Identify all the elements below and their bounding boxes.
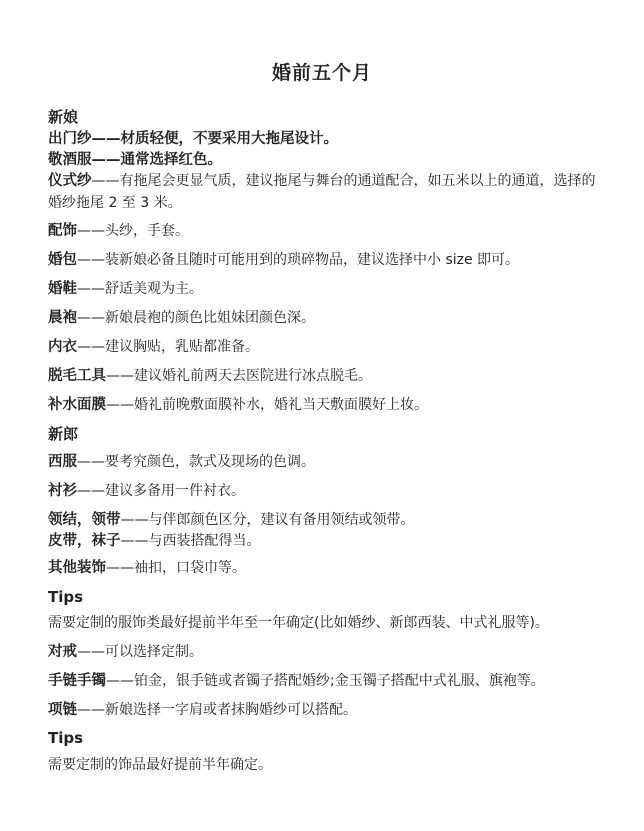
gown-ceremony-label: 仪式纱 (48, 173, 92, 189)
bride-heading: 新娘 (48, 108, 79, 126)
tips-text-2: 需要定制的饰品最好提前半年确定。 (48, 757, 272, 773)
underwear-desc: ——建议胸贴，乳贴都准备。 (77, 339, 259, 355)
wedding-shoes-desc: ——舒适美观为主。 (77, 281, 203, 297)
necklace-desc: ——新娘选择一字肩或者抹胸婚纱可以搭配。 (77, 702, 357, 718)
necklace-label: 项链 (48, 702, 77, 718)
accessories-label: 配饰 (48, 223, 77, 239)
gown-toast-line: 敬酒服——通常选择红色。 (48, 152, 222, 168)
groom-heading: 新郎 (48, 425, 79, 443)
rings-label: 对戒 (48, 644, 77, 660)
hydrating-mask-desc: ——婚礼前晚敷面膜补水，婚礼当天敷面膜好上妆。 (106, 397, 428, 413)
wedding-bag-desc: ——装新娘必备且随时可能用到的琐碎物品，建议选择中小 size 即可。 (77, 252, 520, 268)
shirt-line (48, 480, 618, 502)
morning-robe-line (48, 307, 618, 329)
other-accessories-label: 其他装饰 (48, 560, 106, 576)
tie-label: 领结，领带 (48, 512, 121, 528)
tie-desc: ——与伴郎颜色区分，建议有备用领结或领带。 (120, 512, 415, 528)
page-title: 婚前五个月 (271, 62, 372, 84)
tips-text-1: 需要定制的服饰类最好提前半年至一年确定(比如婚纱、新郎西装、中式礼服等)。 (48, 615, 549, 631)
underwear-label: 内衣 (48, 339, 77, 355)
gown-travel-line: 出门纱——材质轻便，不要采用大拖尾设计。 (48, 131, 338, 147)
gown-ceremony-desc: ——有拖尾会更显气质，建议拖尾与舞台的通道配合，如五米以上的通道，选择的婚纱拖尾 2 至 3 米。 (48, 173, 596, 211)
hair-removal-desc: ——建议婚礼前两天去医院进行冰点脱毛。 (106, 368, 372, 384)
morning-robe-label: 晨袍 (48, 310, 77, 326)
other-accessories-desc: ——袖扣，口袋巾等。 (106, 560, 246, 576)
gown-ceremony-line (48, 170, 608, 214)
other-accessories-line (48, 557, 618, 579)
tips-heading-1: Tips (48, 588, 84, 606)
suit-desc: ——要考究颜色，款式及现场的色调。 (77, 454, 315, 470)
hydrating-mask-line (48, 394, 618, 416)
shirt-label: 衬衫 (48, 483, 77, 499)
tips-heading-2: Tips (48, 729, 84, 747)
morning-robe-desc: ——新娘晨袍的颜色比姐妹团颜色深。 (77, 310, 315, 326)
suit-label: 西服 (48, 454, 77, 470)
shirt-desc: ——建议多备用一件衬衣。 (77, 483, 245, 499)
bracelet-line (48, 670, 618, 692)
hydrating-mask-label: 补水面膜 (48, 397, 106, 413)
underwear-line (48, 336, 618, 358)
necklace-line (48, 699, 618, 721)
suit-line (48, 451, 618, 473)
bracelet-label: 手链手镯 (48, 673, 106, 689)
rings-line (48, 641, 618, 663)
wedding-shoes-label: 婚鞋 (48, 281, 77, 297)
hair-removal-line (48, 365, 618, 387)
hair-removal-label: 脱毛工具 (48, 368, 106, 384)
wedding-bag-line (48, 249, 618, 271)
bracelet-desc: ——铂金，银手链或者镯子搭配婚纱;金玉镯子搭配中式礼服、旗袍等。 (106, 673, 545, 689)
wedding-shoes-line (48, 278, 618, 300)
wedding-bag-label: 婚包 (48, 252, 77, 268)
rings-desc: ——可以选择定制。 (77, 644, 203, 660)
accessories-desc: ——头纱，手套。 (77, 223, 189, 239)
belt-socks-desc: ——与西装搭配得当。 (120, 533, 261, 549)
belt-socks-line (48, 530, 618, 552)
tie-line (48, 509, 618, 531)
accessories-line (48, 220, 618, 242)
belt-socks-label: 皮带，袜子 (48, 533, 121, 549)
